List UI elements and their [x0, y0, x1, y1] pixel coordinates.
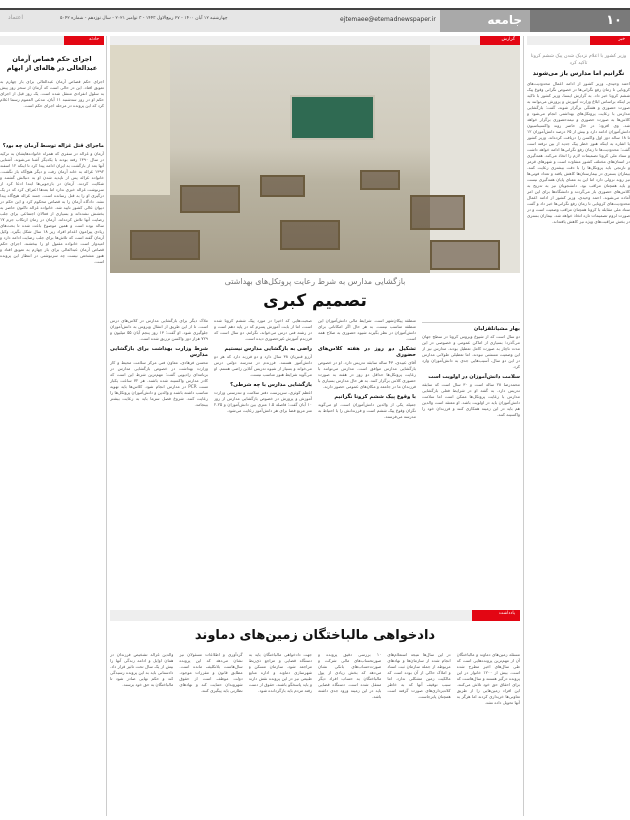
section-tag: حادثه [64, 36, 104, 45]
article-subheading: ماجرای قتل غزاله توسط آرمان چه بود؟ [2, 143, 104, 149]
column-text: دو سال است که از شیوع ویروس کرونا در سطح جهان می‌گذرد؛ بسیاری از اماکن عمومی و خصوصی در این مدت ناچار به صورت کامل تعطیل بودند. مدارس نیز از این وضعیت مستثنی نبودند. اما تعطیلی طولانی مدارس در این دو سال، آسیب‌هایی جدی به دانش‌آموزان وارد کرد. [422, 334, 520, 369]
article-subheading: راضی به بازگشایی مدارس نیستیم [224, 346, 312, 352]
article-subheading: تشکیل دو روز در هفته کلاس‌های حضوری [318, 346, 416, 358]
article-kicker: بازگشایی مدارس به شرط رعایت پروتکل‌های بهداشتی [224, 277, 406, 286]
column-text: آرزو قنبریان ۳۸ سال دارد و دو فرزند دارد که هر دو دانش‌آموز هستند. فرزندم در مدرسه دولتی درس می‌خواند و بسیار از شیوه تدریس آنلاین راضی هستم. او می‌گوید شرایط هنوز مناسب نیست. [214, 354, 312, 377]
email-link[interactable]: ejtemaee@etemadnewspaper.ir [340, 16, 436, 23]
article-headline: نگرانیم اما مدارس باز می‌شوند [532, 70, 625, 77]
article-body: احمد وحیدی، وزیر کشور از ادامه اعمال محدودیت‌های کرونایی تا زمان رفع نگرانی‌ها در خصوص نگرانی وقوع پیک ششم کرونا خبر داد. به گزارش ایسنا، وزیر کشور با تاکید بر اینکه براساس ابلاغ وزارت آموزش و پرورش می‌توانند به صورت حضوری و هفتگی برگزار شوند، گفت: بازگشایی مدارس با رعایت پروتکل‌های بهداشتی انجام می‌شود و کلاس‌ها به صورت حضوری و نیمه‌حضوری برگزار خواهد شد. وی افزود: در حال حاضر روند واکسیناسیون دانش‌آموزان ادامه دارد و بیش از ۶۵ درصد دانش‌آموزان ۱۲ تا ۱۸ ساله دوز اول واکسن را دریافت کرده‌اند. وزیر کشور با اشاره به اینکه هنوز خطر پیک جدید از بین نرفته است گفت: محدودیت‌ها تا زمان رفع نگرانی‌ها ادامه خواهد داشت و ستاد ملی کرونا تصمیمات لازم را اتخاذ می‌کند. همه‌گیری در استان‌های مختلف کشور متفاوت است و شهرهای قرمز و نارنجی باید پروتکل‌ها را با دقت بیشتری رعایت کنند. بیماران بستری در بیمارستان‌ها کاهش یافته و تعداد فوتی‌ها نیز روند نزولی دارد اما این به معنای پایان همه‌گیری نیست و باید همچنان مراقب بود. دانشجویان نیز به تدریج به کلاس‌های حضوری باز می‌گردند و دانشگاه‌ها برای این امر آماده می‌شوند. احمد وحیدی، وزیر کشور از ادامه اعمال محدودیت‌های کرونایی تا زمان رفع نگرانی‌ها خبر داد و گفت ستاد ملی مقابله با کرونا همچنان مراقب وضعیت است و در صورت لزوم تصمیمات تازه اتخاذ خواهد شد. بیماران بستری در بخش مراقبت‌های ویژه نیز کاهش یافته‌اند. [527, 81, 630, 224]
section-tag: یادداشت [472, 610, 520, 621]
desk [280, 220, 340, 250]
article-body: آرمان و غزاله در سفری که همراه خانواده‌هایشان به ترکیه در سال ۱۳۹۰ رفته بودند با یکدیگر آشنا می‌شوند. آشنایی آنها بعد از بازگشت به ایران ادامه پیدا کرد تا اینکه ۱۲ اسفند ۱۳۹۲ غزاله به خانه آرمان رفت و دیگر هیچ‌گاه باز نگشت. خانواده غزاله پس از ناپدید شدن او به دنبالش گشتند و شکایت کردند. آرمان در بازجویی‌ها ابتدا ادعا کرد از سرنوشت غزاله خبری ندارد اما بعدها اعتراف کرد که در یک درگیری او را به قتل رسانده است. جسد غزاله هیچ‌گاه پیدا نشد. دادگاه آرمان را به قصاص محکوم کرد و این حکم در دیوان عالی کشور تایید شد. خانواده غزاله تاکنون حاضر به بخشش نشده‌اند و بسیاری از فعالان اجتماعی برای جلب رضایت آنها تلاش کرده‌اند. آرمان در زمان ارتکاب جرم ۱۷ ساله بوده است و همین موضوع باعث شده تا بحث‌های زیادی پیرامون اعدام افراد زیر ۱۸ سال شکل بگیرد. وکیل آرمان گفته است که تلاش‌ها برای جلب رضایت ادامه دارد و امیدوار است خانواده مقتول او را ببخشند. اجرای حکم قصاص آرمان عبدالعالی برای بار چهارم به تعویق افتاد و هنوز مشخص نیست چه سرنوشتی در انتظار این پرونده است. [0, 151, 104, 264]
column-text: والدین غزاله تشخیص فرزندان در همان اوایل و ادامه زندگی آنها را بیش از یک سال تحت تاثیر قرار داد. دادستانی باید به این پرونده رسیدگی کند و حکم نهایی صادر شود تا مالباختگان به حق خود برسند. [110, 652, 174, 687]
logo: اعتماد [8, 14, 24, 21]
desk [260, 175, 305, 197]
bottom-tag-bar [110, 610, 520, 621]
article-headline: تصمیم کبری [263, 291, 367, 311]
desk [360, 170, 400, 190]
article-headline: دادخواهی مالباختگان زمین‌های دماوند [194, 628, 436, 643]
right-column [527, 36, 630, 816]
article-headline: اجرای حکم قصاص آرمان عبدالعالی در هاله‌ای از ابهام [6, 55, 98, 72]
desk [180, 185, 240, 213]
column-text: گردآوری و اطلاعات مسئولان نیز نشان می‌دهد که این پرونده سال‌هاست بلاتکلیف مانده است. مطابق قانون و مقررات موجود، دولت موظف است از حقوق شهروندان حمایت کند و نهادهای نظارتی باید پیگیری کنند. [179, 652, 243, 693]
divider [523, 36, 524, 816]
chalkboard [290, 95, 375, 140]
column-text: در این سال‌ها نتیجه استعلام‌های انجام شده از سازمان‌ها و نهادهای مربوطه از جمله سازمان ثبت اسناد و املاک حاکی از آن بوده است که مالکیت زمین مشکلی ندارد. اما سبب توقیف آنها که به خاطر کلاه‌برداری‌های صورت گرفته است همچنان پابرجاست. [387, 652, 451, 699]
section-tag: گزارش [480, 36, 520, 45]
article-subheading: سلامت دانش‌آموزان در اولویت است [428, 374, 520, 380]
column-text: مسئله زمین‌های دماوند و مالباختگان آن از مهم‌ترین پرونده‌هایی است که طی سال‌های اخیر مطرح شده است. بیش از ۱۲۰۰ خانوار در این پرونده درگیر هستند و سال‌هاست که برای احقاق حق خود تلاش می‌کنند. این افراد زمین‌هایی را از طریق تعاونی‌ها خریداری کردند اما هرگز به آنها تحویل داده نشد. [456, 652, 520, 705]
desk [130, 230, 200, 260]
column-text: جمیله یکی از والدین دانش‌آموزان است. او می‌گوید نگران وقوع پیک ششم است و فرزندانش را با احتیاط به مدرسه می‌فرستد. [318, 402, 416, 419]
article-column [422, 318, 520, 605]
window [110, 45, 170, 195]
classroom-photo [110, 45, 520, 273]
article-subheading: بازگشایی مدارس با چه شرطی؟ [230, 382, 312, 388]
article-column [110, 318, 208, 605]
column-text: آقای عبیدی، ۴۳ ساله سابقه تدریس دارد. او در خصوص بازگشایی مدارس موافق است. مدارس می‌توانند با رعایت پروتکل‌ها حداقل دو روز در هفته به صورت حضوری کلاس برگزار کنند. به هر حال مدارس بسیاری با فرزندان ما در جامعه و مکان‌های عمومی حضور دارند. [318, 360, 416, 389]
article-subheading: شرط وزارت بهداشت برای بازگشایی مدارس [110, 346, 208, 358]
desk [430, 240, 500, 270]
author-byline: بهار مشیانلقزلبان [422, 322, 520, 332]
tag-bar [0, 36, 104, 45]
article-columns [110, 652, 520, 817]
desk [410, 195, 465, 230]
article-body: اجرای حکم قصاص آرمان عبدالعالی برای بار چهارم به تعویق افتاد. این در حالی است که آرمان از سحر روز پیش به سلول انفرادی منتقل شده است. یک روز قبل از اجرای حکم او در روز سه‌شنبه ۱۱ آبان، مدعی العموم رسما اعلام کرد که این پرونده در مرحله اجرای حکم است. [0, 79, 104, 108]
left-column [0, 36, 104, 816]
article-column [318, 318, 416, 605]
divider [106, 36, 107, 816]
article-subheading: با وقوع پیک ششم کرونا نگرانیم [334, 394, 416, 400]
article-kicker: وزیر کشور با اعلام نزدیک شدن پیک ششم کرونا تاکید کرد [530, 54, 627, 66]
section-title: جامعه [440, 10, 530, 32]
column-text: اعظم کوثری، سرپرست دفتر سلامت و تندرستی وزارت آموزش و پرورش در خصوص بازگشایی مدارس از روز ۱۰ آبان گفت: فاصله ۱.۵ متری بین دانش‌آموزان و ۲.۲۵ متر مربع فضا برای هر دانش‌آموز رعایت می‌شود. [214, 390, 312, 413]
center-tag-bar [110, 36, 520, 45]
article-columns [110, 318, 520, 605]
wall [430, 45, 520, 273]
column-text: ملاک دیگر برای بازگشایی مدارس در کلاس‌های درس است. تا از این طریق از انتقال ویروس به دانش‌آموزان جلوگیری شود. او گفت: ۱۳ روز پنجم آبان ۵۵ میلیون و ۷۲۹ هزار دوز واکسن تزریق شده است. [110, 318, 208, 341]
page-number: ۱۰ [530, 10, 630, 32]
column-text: جهت دادخواهی مالباختگان باید به دستگاه قضایی و مراجع ذی‌ربط مراجعه شود. سازمان مسکن و شهرسازی دماوند و اداره منابع طبیعی نیز در این پرونده نقش دارند و باید پاسخگو باشند. حقوق از دست رفته مردم باید بازگردانده شود. [248, 652, 313, 693]
column-text: ۱۰ بررسی دقیق پرونده و صورتحساب‌های مالی شرکت و صورت‌حساب‌های بانکی نشان می‌دهد که بخش زیادی از پول مالباختگان به حساب افراد دیگر منتقل شده است. دستگاه قضایی باید در این زمینه ورود جدی داشته باشد. [318, 652, 382, 699]
section-tag: خبر [590, 36, 630, 45]
column-text: صحبت‌هایی که اخیرا در مورد پیک ششم کرونا شده است، اما از بابت آموزش پسرم که در پایه دهم است و در رشته فنی درس می‌خواند، نگرانم. دو سال است که فرزندم آموزش غیرحضوری دیده است. [214, 318, 312, 341]
dateline: چهارشنبه ۱۲ آبان ۱۴۰۰ - ۲۷ ربیع‌الاول ۱۴۴۳ - ۳ نوامبر ۲۰۲۱ - سال نوزدهم - شماره ۵۰۴۲ [60, 16, 228, 21]
column-text: محسن فرهادی، معاون فنی مرکز سلامت محیط و کار وزارت بهداشت در خصوص بازگشایی مدارس در برنامه‌ای رادیویی گفت: مهم‌ترین شرط این است که کادر مدارس واکسینه شده باشند. هر ۷۲ ساعت یکبار تست PCR در مدارس انجام شود. کلاس‌ها باید تهویه مناسب داشته باشند و والدین و دانش‌آموزان پروتکل‌ها را رعایت کنند. شروع فصل سرما باید به رعایت بیشتر بینجامد. [110, 360, 208, 407]
article-column [214, 318, 312, 605]
column-text: منطقه پیکان‌شهر است. شرایط مالی دانش‌آموزان این منطقه مناسب نیست. به هر حال اگر امکاناتی برای دانش‌آموزان در نظر بگیرند شیوه حضوری به صلاح همه است. [318, 318, 416, 341]
column-text: محمدرضا ۲۸ ساله است و ۳۰ سال است که سابقه تدریس دارد. به گفته او در شرایط فعلی بازگشایی مدارس با رعایت پروتکل‌ها ممکن است اما سلامت دانش‌آموزان باید در اولویت باشد. او معتقد است والدین هم باید در این زمینه همکاری کنند و فرزندان خود را واکسینه کنند. [422, 382, 520, 417]
tag-bar [527, 36, 630, 45]
